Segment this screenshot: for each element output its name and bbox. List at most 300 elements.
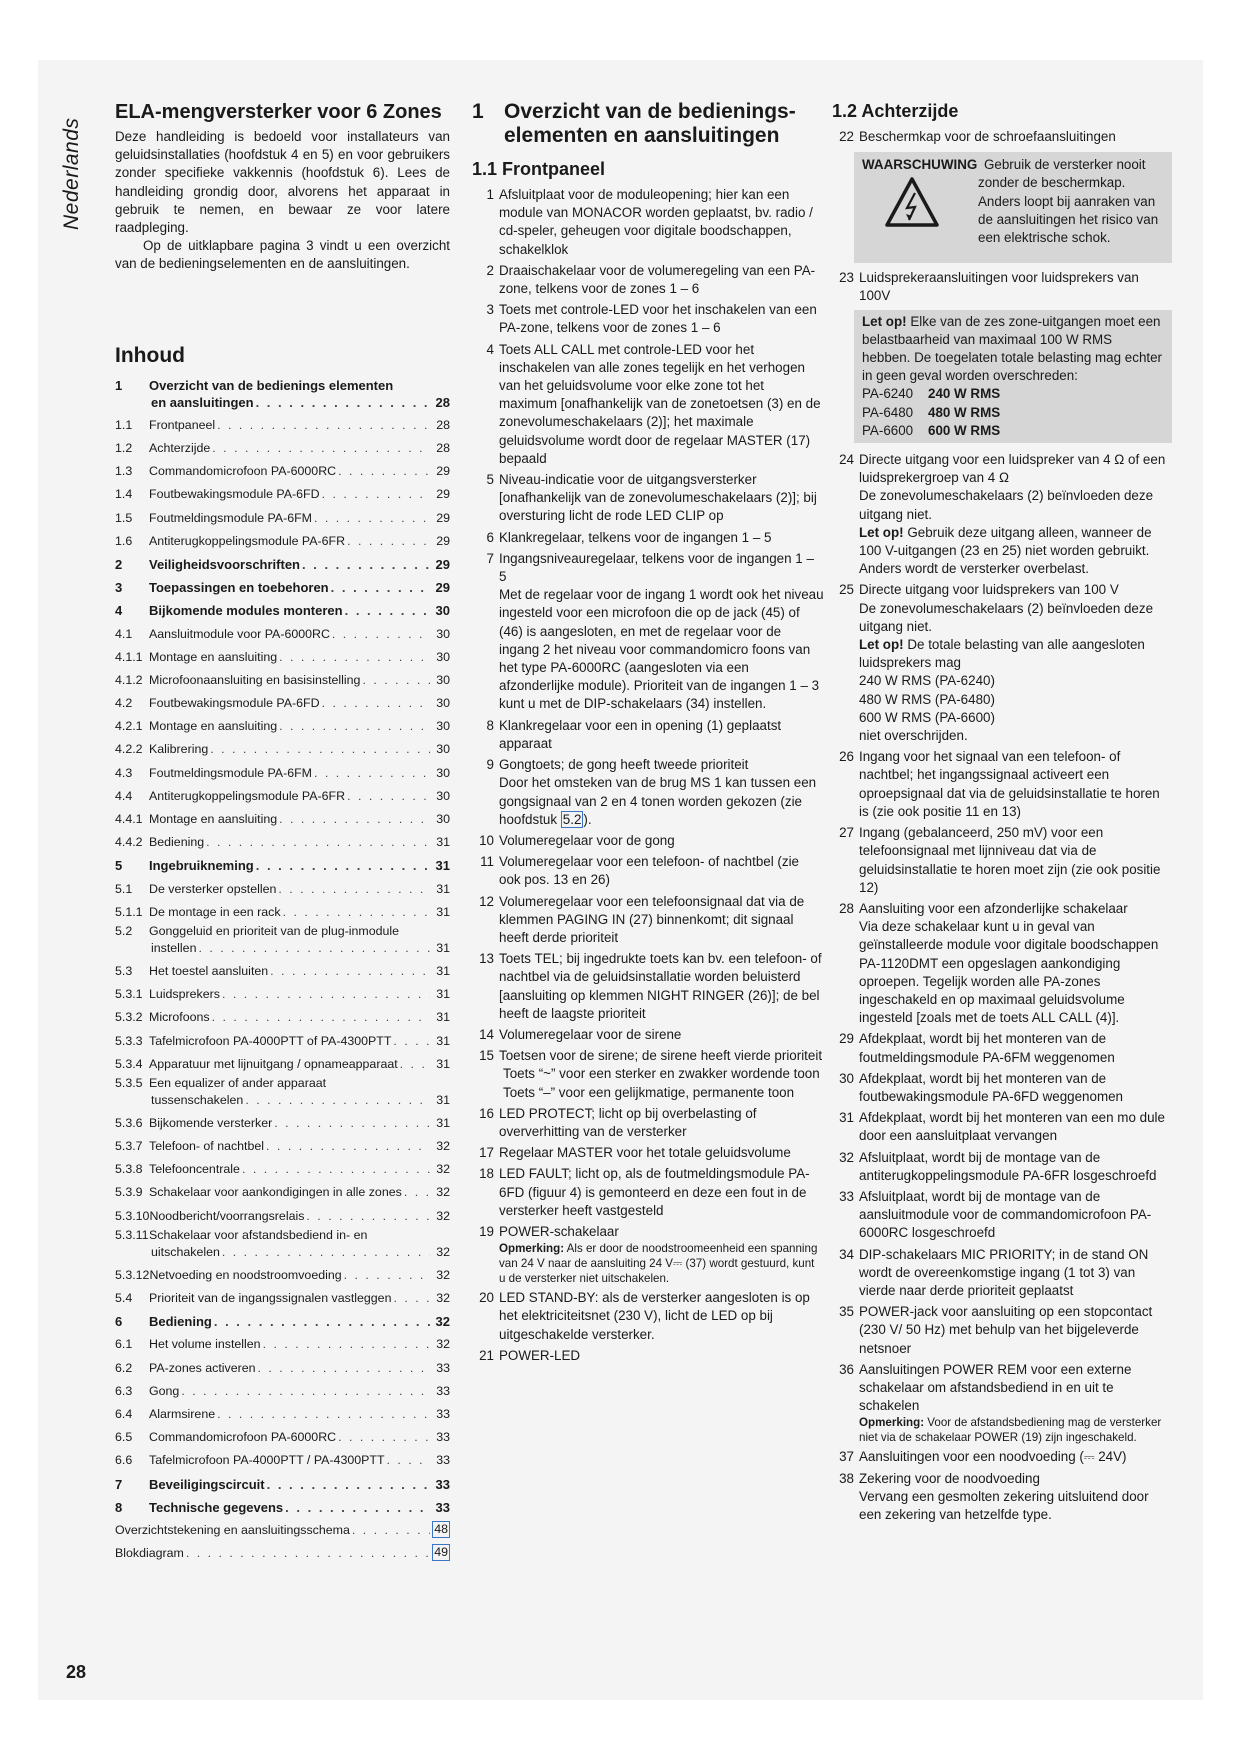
item-text: POWER-jack voor aansluiting op een stopcontact (230 V/ 50 Hz) met behulp van het bijgeleverde netsnoer (859, 1304, 1153, 1356)
toc-label: Blokdiagram (115, 1546, 184, 1561)
toc-entry (115, 618, 450, 641)
toc-number: 5.3.5 (115, 1075, 143, 1090)
item-note (499, 1241, 824, 1286)
item-number: 21 (479, 1347, 494, 1363)
toc-label: Alarmsirene (149, 1406, 216, 1421)
toc-leader-dots (217, 1407, 430, 1422)
rear-heading: 1.2 Achterzijde (832, 101, 959, 121)
toc-entry (115, 734, 450, 757)
item-number: 9 (486, 757, 494, 773)
toc-page: 31 (436, 1115, 450, 1130)
warning-label: WAARSCHUWING (862, 157, 978, 173)
toc-leader-dots (258, 1361, 430, 1376)
toc-label: Achterzijde (149, 441, 211, 455)
item-body (859, 451, 1172, 578)
toc-leader-dots (331, 580, 430, 595)
list-item (472, 301, 824, 337)
toc-entry (115, 549, 450, 572)
item-text: Afsluitplaat, wordt bij de montage van de aansluitmodule voor de commandomicrofoon PA-6000RC losgeschroefd (859, 1188, 1152, 1241)
model-name: PA-6240 (862, 386, 914, 402)
section-title-line-1: Overzicht van de bedienings- (504, 100, 796, 123)
toc-label: Kalibrering (149, 742, 209, 757)
item-body (499, 1223, 824, 1286)
item-text: DIP-schakelaars MIC PRIORITY; in de stand ON wordt de overeenkomstige ingang (1 tot 3) van vierde naar derde prioriteit geplaatst (859, 1246, 1149, 1298)
electric-shock-warning-icon (884, 176, 940, 228)
toc-leader-dots (283, 905, 430, 920)
item-number: 33 (839, 1188, 854, 1204)
toc-page: 31 (436, 1010, 450, 1025)
toc-entry (115, 781, 450, 804)
item-number: 26 (839, 749, 854, 765)
toc-entry-line (115, 378, 450, 393)
item-body (859, 1361, 1172, 1446)
toc-entry (115, 1200, 450, 1223)
toc-page: 31 (436, 1056, 450, 1071)
item-text: Afdekplaat, wordt bij het monteren van de foutmeldingsmodule PA-6FM weggenomen (859, 1031, 1115, 1065)
toc-entry-line (115, 1076, 450, 1091)
toc-label: Het toestel aansluiten (149, 963, 269, 978)
toc-number: 5.3.1 (115, 987, 143, 1002)
toc-page: 31 (436, 881, 450, 896)
toc-label: Montage en aansluiting (149, 649, 278, 664)
toc-leader-dots (322, 696, 430, 711)
toc-number: 5.3.9 (115, 1185, 143, 1200)
caution-text: De totale belasting van alle aangesloten luidsprekers mag (859, 637, 1145, 671)
list-item (472, 529, 824, 547)
toc-page: 32 (436, 1185, 450, 1200)
item-text: Draaischakelaar voor de volumeregeling van een PA-zone, telkens voor de zones 1 – 6 (499, 262, 816, 297)
toc-number: 5.1 (115, 881, 133, 896)
item-body (499, 1289, 824, 1344)
item-body (859, 1070, 1172, 1106)
item-text: LED STAND-BY: als de versterker aangesloten is op het elektriciteitsnet (230 V), licht de LED op bij uitgeschakelde versterker. (499, 1290, 810, 1342)
list-item (832, 748, 1172, 821)
toc-leader-dots (274, 1116, 430, 1131)
item-number: 38 (839, 1470, 854, 1486)
toc-page: 33 (436, 1430, 450, 1445)
item-text: Toets ALL CALL met controle-LED voor het inschakelen van alle zones tegelijk en het verhogen van het geluidsvolume voor elke zone tot het maximum [onafhankelijk van de zonetoetsen (3) en de zonevolumeschakelaars (2)]; het maximale geluidsvolume wordt door de regelaar MASTER (17) bepaald (499, 341, 821, 466)
item-body (499, 1347, 824, 1365)
toc-entry-line (115, 941, 450, 956)
caution-text: Gebruik deze uitgang alleen, wanneer de 100 V-uitgangen (23 en 25) niet worden gebruikt. Anders wordt de versterker overbelast. (859, 524, 1152, 577)
toc-number: 5.3.2 (115, 1010, 143, 1025)
item-detail: De zonevolumeschakelaars (2) beïnvloeden deze uitgang niet. (859, 488, 1154, 522)
column-middle (472, 100, 824, 1368)
toc-page: 31 (436, 904, 450, 919)
item-detail: Toets “–” voor een gelijkmatige, permanente toon (503, 1084, 795, 1100)
item-detail: Via deze schakelaar kunt u in geval van geïnstalleerde module voor digitale boodschappen PA-1120DMT een opgeslagen aankondiging oproepen. Tegelijk worden alle PA-zones ingeschakeld en op maximaal geluidsvolume ingesteld [zoals met de toets ALL CALL (4)]. (859, 919, 1159, 1026)
toc-label: Montage en aansluiting (149, 812, 278, 826)
item-body (499, 550, 824, 714)
item-body (499, 341, 824, 468)
toc-leader-dots (347, 534, 430, 549)
list-item (472, 1223, 824, 1286)
table-of-contents (115, 344, 450, 1561)
item-text: Klankregelaar, telkens voor de ingangen 1 – 5 (499, 529, 772, 545)
toc-page: 32 (436, 1337, 450, 1352)
toc-page: 33 (436, 1453, 450, 1468)
list-item (472, 1026, 824, 1044)
toc-number: 4.2 (115, 696, 133, 711)
list-item (832, 128, 1172, 146)
toc-entry (115, 1492, 450, 1515)
item-body (859, 1188, 1172, 1243)
list-item (832, 900, 1172, 1027)
toc-page: 31 (436, 1033, 450, 1048)
item-number: 16 (479, 1105, 494, 1121)
toc-number: 5.3.10 (115, 1208, 150, 1223)
toc-number: 1.2 (115, 441, 133, 455)
toc-number: 6.3 (115, 1383, 133, 1398)
item-number: 25 (839, 582, 854, 598)
toc-page: 29 (436, 464, 450, 479)
toc-entry (115, 1108, 450, 1131)
item-body (499, 186, 824, 259)
toc-number: 4.4.1 (115, 812, 143, 826)
item-line: 240 W RMS (PA-6240) (859, 673, 995, 689)
toc-leader-dots (206, 835, 430, 850)
list-item (472, 832, 824, 850)
toc-number: 1.3 (115, 464, 133, 479)
toc-page: 32 (436, 1139, 450, 1154)
toc-label: Telefooncentrale (149, 1162, 240, 1177)
item-number: 8 (486, 717, 494, 733)
section-1-heading (472, 100, 824, 152)
item-text: LED FAULT; licht op, als de foutmeldingsmodule PA-6FD (figuur 4) is gemonteerd en deze een fout in de versterker heeft vastgesteld (499, 1166, 810, 1218)
list-item (472, 1289, 824, 1344)
toc-label: Foutbewakingsmodule PA-6FD (149, 696, 320, 711)
toc-number: 6.2 (115, 1360, 133, 1375)
toc-leader-dots (212, 441, 430, 456)
intro-paragraph: Deze handleiding is bedoeld voor installateurs van geluidsinstallaties (hoofdstuk 4 en 5) en voor gebruikers zonder specifieke vakkennis (hoofdstuk 6). Lees de handleiding grondig door, alvorens het apparaat in gebruik te nemen, en bewaar ze voor latere raadpleging. (115, 129, 450, 236)
toc-label: Schakelaar voor aankondigingen in alle zones (149, 1185, 402, 1200)
language-label: Nederlands (60, 117, 83, 230)
toc-label: Apparatuur met lijnuitgang / opnameapparaat (149, 1056, 398, 1071)
section-title-line-2: elementen en aansluitingen (504, 124, 780, 147)
item-detail (499, 774, 824, 829)
item-text: Afdekplaat, wordt bij het monteren van de foutbewakingsmodule PA-6FD weggenomen (859, 1070, 1123, 1104)
toc-entry (115, 1154, 450, 1177)
toc-entry[interactable] (115, 1515, 450, 1538)
toc-entry (115, 1224, 450, 1260)
item-detail (499, 1065, 824, 1083)
toc-label: Beveiligingscircuit (149, 1476, 265, 1492)
toc-label: Montage en aansluiting (149, 719, 278, 734)
toc-number: 8 (115, 1499, 123, 1515)
item-body (499, 756, 824, 829)
toc-label: Aansluitmodule voor PA-6000RC (149, 626, 330, 641)
page-number: 28 (66, 1662, 87, 1682)
toc-leader-dots (344, 1268, 430, 1283)
item-number: 12 (479, 893, 494, 909)
toc-leader-dots (210, 742, 430, 757)
section-link[interactable]: 5.2 (562, 811, 582, 827)
language-tab (60, 110, 90, 230)
item-text: Volumeregelaar voor de gong (499, 832, 675, 848)
note-text: Voor de afstandsbediening mag de versterker niet via de schakelaar POWER (19) zijn ingeschakeld. (859, 1416, 1162, 1445)
note-label: Opmerking: (859, 1416, 925, 1430)
item-number: 28 (839, 900, 854, 916)
toc-leader-dots (245, 1093, 430, 1108)
toc-number: 5 (115, 858, 123, 874)
item-body (499, 262, 824, 298)
item-number: 5 (486, 472, 494, 488)
caution-text: Elke van de zes zone-uitgangen moet een belastbaarheid van maximaal 100 W RMS hebben. De toegelaten totale belasting mag echter in geen geval worden overschreden: (862, 313, 1163, 384)
toc-entry (115, 595, 450, 618)
toc-number: 5.3.6 (115, 1115, 143, 1130)
toc-page: 31 (436, 987, 450, 1002)
toc-entry (115, 1376, 450, 1399)
toc-page: 33 (436, 1360, 450, 1375)
item-number: 37 (839, 1449, 854, 1465)
toc-page: 29 (435, 580, 450, 596)
toc-leader-dots (222, 1245, 430, 1260)
item-number: 7 (486, 550, 494, 566)
toc-number: 6 (115, 1314, 123, 1330)
item-number: 32 (839, 1149, 854, 1165)
toc-number: 5.3.4 (115, 1056, 143, 1071)
toc-leader-dots (186, 1546, 430, 1561)
item-number: 3 (486, 302, 494, 318)
toc-leader-dots (267, 1477, 430, 1492)
toc-page: 30 (436, 719, 450, 734)
item-text: Ingangsniveauregelaar, telkens voor de ingangen 1 – 5 (499, 550, 814, 585)
item-detail-end: ). (583, 811, 592, 827)
item-body (859, 1470, 1172, 1525)
toc-number: 5.3.7 (115, 1139, 143, 1154)
toc-number: 4.2.1 (115, 719, 143, 734)
toc-page: 32 (436, 1267, 450, 1282)
item-body (859, 748, 1172, 821)
toc-number: 5.4 (115, 1291, 133, 1305)
item-number: 2 (486, 262, 494, 278)
toc-label: Toepassingen en toebehoren (149, 580, 329, 596)
item-caution (859, 524, 1172, 579)
toc-number: 2 (115, 556, 123, 572)
toc-number: 6.5 (115, 1430, 133, 1445)
item-number: 34 (839, 1246, 854, 1262)
toc-leader-dots (256, 395, 430, 410)
toc-number: 6.1 (115, 1337, 133, 1352)
item-text: Beschermkap voor de schroefaansluitingen (859, 129, 1116, 144)
toc-entry (115, 979, 450, 1002)
toc-entry (115, 1399, 450, 1422)
toc-label-continued: tussenschakelen (151, 1092, 244, 1107)
list-item (472, 471, 824, 526)
list-item (472, 341, 824, 468)
list-item (472, 1165, 824, 1220)
item-text: LED PROTECT; licht op bij overbelasting of oververhitting van de versterker (499, 1105, 757, 1139)
toc-title: Inhoud (115, 343, 185, 367)
power-table (862, 385, 1164, 440)
toc-label: Antiterugkoppelingsmodule PA-6FR (149, 788, 346, 803)
item-line: niet overschrijden. (859, 728, 968, 744)
toc-number: 4.1.2 (115, 672, 143, 687)
model-name: PA-6480 (862, 404, 914, 420)
toc-leader-dots (332, 627, 430, 642)
list-item (832, 451, 1172, 578)
toc-entry (115, 1049, 450, 1072)
toc-number: 5.3.3 (115, 1033, 143, 1048)
list-item (472, 717, 824, 753)
toc-leader-dots (263, 1337, 430, 1352)
toc-entry (115, 1002, 450, 1025)
toc-label-continued: uitschakelen (151, 1244, 220, 1259)
item-number: 6 (486, 529, 494, 545)
item-number: 23 (839, 270, 854, 286)
toc-page: 29 (436, 510, 450, 525)
item-body (859, 1109, 1172, 1145)
toc-entry (115, 1260, 450, 1283)
toc-label: Bijkomende modules monteren (149, 603, 343, 619)
toc-entry-line (115, 1093, 450, 1108)
toc-leader-dots (279, 650, 430, 665)
item-number: 20 (479, 1290, 494, 1306)
toc-number: 6.4 (115, 1406, 133, 1421)
toc-entry-line (115, 924, 450, 939)
toc-leader-dots (345, 603, 430, 618)
note-label: Opmerking: (499, 1242, 565, 1256)
toc-leader-dots (181, 1384, 430, 1399)
item-number: 4 (486, 341, 494, 357)
toc-leader-dots (279, 812, 430, 827)
toc-label: Antiterugkoppelingsmodule PA-6FR (149, 533, 346, 548)
list-item (472, 893, 824, 948)
item-detail-text: Met de regelaar voor de ingang 1 wordt ook het niveau ingesteld voor een microfoon die op de jack (45) of (46) is aangesloten, en met de regelaar voor de ingang 2 het niveau voor commandomicro foons van het type PA-6000RC (aangesloten via een afzonderlijke module). Prioriteit van de ingangen 1 – 3 kunt u met de DIP-schakelaars (34) instellen. (499, 587, 824, 712)
item-text: Afdekplaat, wordt bij het monteren van een mo dule door een aansluitplaat vervangen (859, 1110, 1165, 1144)
item-number: 15 (479, 1048, 494, 1064)
toc-leader-dots (306, 1209, 430, 1224)
toc-number: 4.4.2 (115, 835, 143, 850)
list-item (832, 1188, 1172, 1243)
item-text: Directe uitgang voor luidsprekers van 100 V (859, 582, 1119, 598)
toc-number: 4.1 (115, 626, 133, 641)
toc-leader-dots (393, 1291, 430, 1306)
item-number: 19 (479, 1223, 494, 1239)
list-item (832, 1109, 1172, 1145)
warning-text (978, 156, 1164, 247)
toc-entry (115, 1306, 450, 1329)
item-text: Gongtoets; de gong heeft tweede prioriteit (499, 757, 749, 773)
toc-number: 4.3 (115, 765, 133, 780)
document-title: ELA-mengversterker voor 6 Zones (115, 101, 442, 123)
toc-label: Microfoons (149, 1010, 210, 1025)
toc-leader-dots (285, 1500, 430, 1515)
toc-label: Frontpaneel (149, 417, 216, 432)
toc-page-link[interactable]: 49 (434, 1545, 448, 1560)
list-item (472, 1047, 824, 1102)
item-body (499, 471, 824, 526)
list-item (472, 853, 824, 889)
item-detail (499, 586, 824, 713)
toc-number: 5.3.12 (115, 1267, 150, 1282)
list-item (472, 1144, 824, 1162)
toc-number: 6.6 (115, 1453, 133, 1468)
toc-label: Noodbericht/voorrangsrelais (149, 1208, 305, 1223)
item-number: 24 (839, 452, 854, 468)
toc-label: Technische gegevens (149, 1499, 284, 1515)
warning-box (854, 152, 1172, 263)
item-line: 600 W RMS (PA-6600) (859, 709, 995, 725)
warning-line-rest: zonder de beschermkap. Anders loopt bij aanraken van de aansluitingen het risico van een elektrische schok. (978, 175, 1159, 246)
item-detail: Vervang een gesmolten zekering uitsluitend door een zekering van hetzelfde type. (859, 1488, 1149, 1522)
caution-label: Let op! (862, 313, 907, 329)
toc-entry (115, 502, 450, 525)
intro-paragraph-2: Op de uitklapbare pagina 3 vindt u een overzicht van de bedieningselementen en de aansluitingen. (115, 238, 450, 272)
list-item (472, 186, 824, 259)
toc-leader-dots (214, 1314, 430, 1329)
item-caution (859, 636, 1172, 672)
list-item (832, 1149, 1172, 1185)
toc-leader-dots (338, 1430, 430, 1445)
item-number: 31 (839, 1110, 854, 1126)
toc-page: 32 (435, 1314, 450, 1330)
toc-leader-dots (362, 673, 430, 688)
item-body (499, 529, 824, 547)
toc-leader-dots (338, 464, 430, 479)
item-text: Ingang voor het signaal van een telefoon- of nachtbel; het ingangssignaal activeert een oproepsignaal dat via de geluidsinstallatie te horen is (zie ook positie 11 en 13) (859, 749, 1160, 819)
toc-number: 5.3 (115, 963, 133, 978)
toc-leader-dots (352, 1523, 430, 1538)
toc-label: PA-zones activeren (149, 1360, 256, 1375)
item-body (499, 301, 824, 337)
toc-entry (115, 479, 450, 502)
toc-leader-dots (270, 964, 430, 979)
item-note (859, 1415, 1172, 1445)
item-text: Volumeregelaar voor een telefoon- of nachtbel (zie ook pos. 13 en 26) (499, 854, 799, 888)
toc-page: 30 (436, 626, 450, 641)
item-text: Afsluitplaat, wordt bij de montage van de antiterugkoppelingsmodule PA-6FR losgeschroefd (859, 1149, 1157, 1183)
toc-number: 5.3.8 (115, 1162, 143, 1177)
toc-page: 31 (436, 1092, 450, 1107)
caution-label: Let op! (859, 524, 904, 540)
toc-page: 31 (435, 858, 450, 874)
item-text: Zekering voor de noodvoeding (859, 1470, 1040, 1486)
toc-number: 3 (115, 580, 123, 596)
item-body (499, 717, 824, 753)
toc-label: Bijkomende versterker (149, 1115, 273, 1130)
toc-entry (115, 757, 450, 780)
item-detail-text: Toets “~” voor een sterker en zwakker wordende toon (503, 1066, 820, 1082)
toc-number: 5.3.11 (115, 1227, 149, 1242)
toc-label: Prioriteit van de ingangssignalen vastleggen (149, 1291, 392, 1305)
toc-entry (115, 804, 450, 827)
toc-page: 30 (436, 742, 450, 757)
toc-leader-dots (212, 1010, 430, 1025)
toc-leader-dots (278, 882, 430, 897)
toc-label-continued: instellen (151, 940, 197, 955)
toc-entry (115, 1329, 450, 1352)
item-number: 18 (479, 1166, 494, 1182)
toc-leader-dots (302, 557, 430, 572)
toc-entry (115, 897, 450, 920)
item-line: 480 W RMS (PA-6480) (859, 691, 995, 707)
toc-entry[interactable] (115, 1538, 450, 1561)
toc-page-link[interactable]: 48 (434, 1521, 448, 1536)
toc-entry (115, 433, 450, 456)
toc-entry (115, 920, 450, 956)
item-text: Aansluitingen voor een noodvoeding (⎓ 24V) (859, 1449, 1127, 1465)
item-text: Aansluiting voor een afzonderlijke schakelaar (859, 900, 1128, 916)
caution-box (854, 310, 1172, 443)
item-number: 1 (486, 187, 494, 202)
toc-page: 30 (435, 603, 450, 619)
item-number: 17 (479, 1145, 494, 1161)
toc-leader-dots (217, 418, 430, 433)
toc-leader-dots (400, 1057, 430, 1072)
item-text: Luidsprekeraansluitingen voor luidsprekers van 100V (859, 270, 1139, 304)
toc-entry (115, 526, 450, 549)
